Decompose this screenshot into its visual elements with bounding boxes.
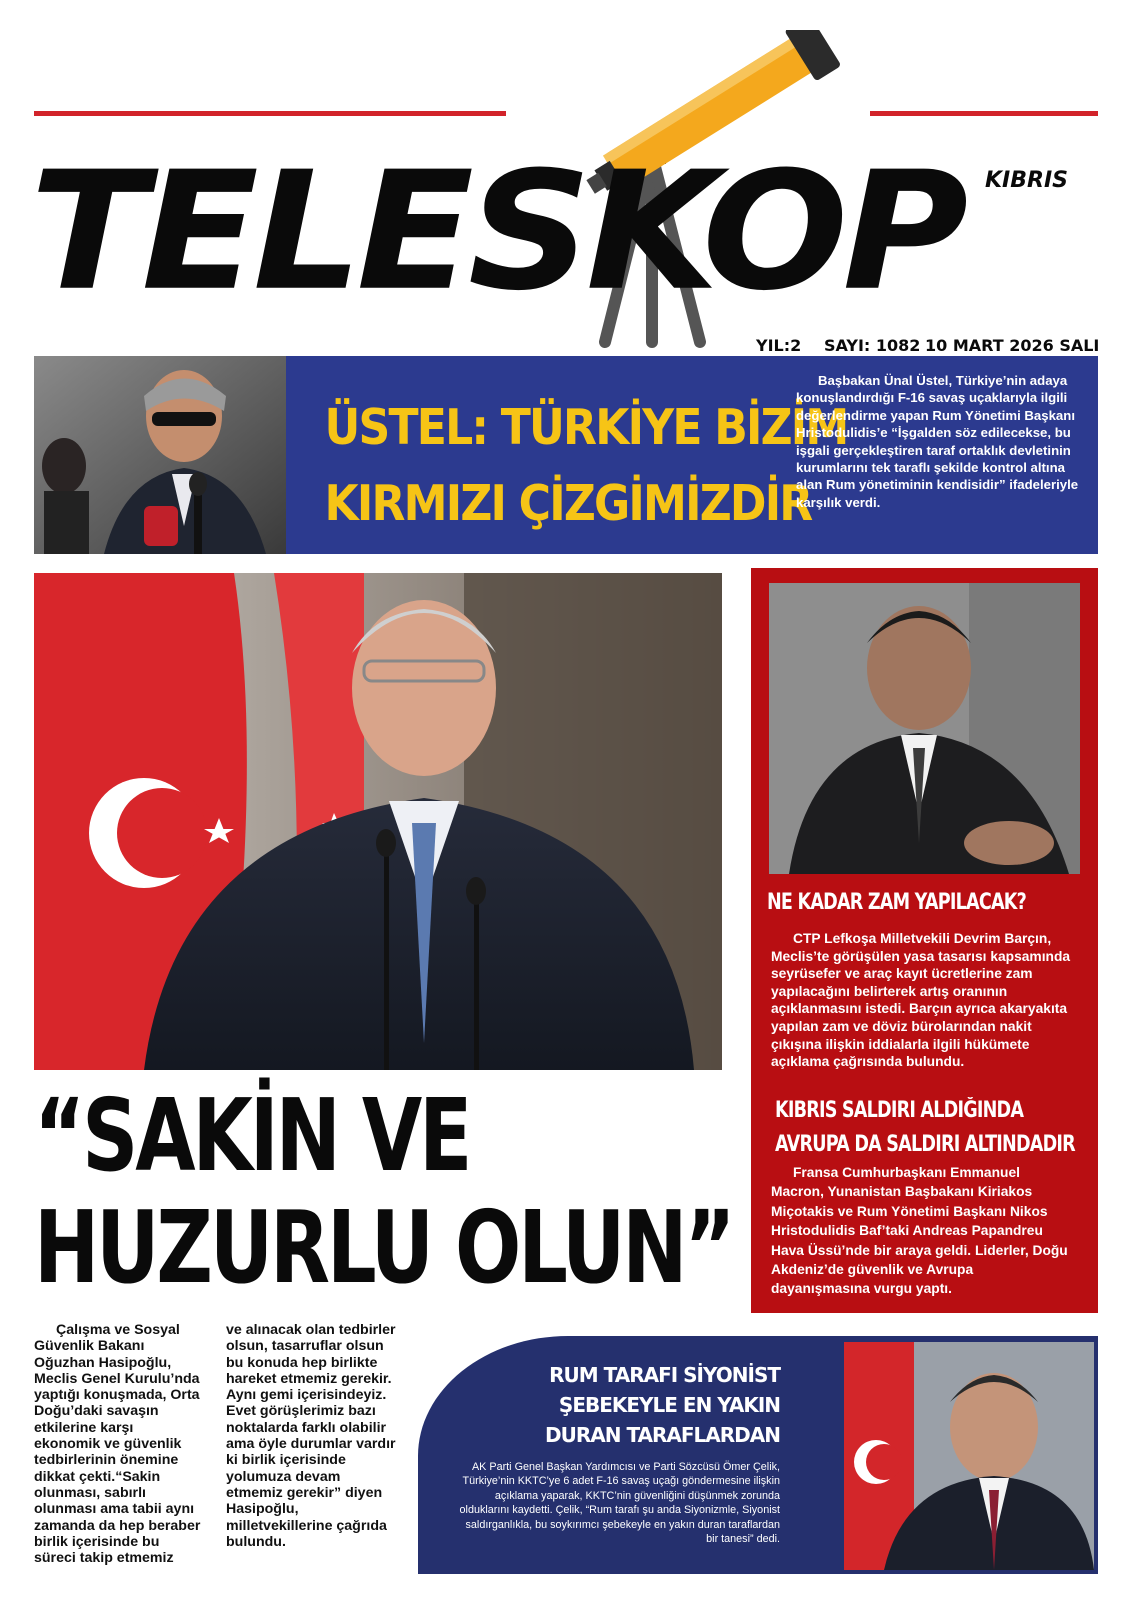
issue-year: YIL:2: [756, 336, 802, 355]
top-story-headline-line2: KIRMIZI ÇİZGİMİZDİR: [324, 475, 812, 532]
side-story-2-headline-line2: AVRUPA DA SALDIRI ALTINDADIR: [775, 1132, 1075, 1157]
masthead-title: TELESKOP: [30, 135, 963, 327]
bottom-story-body: AK Parti Genel Başkan Yardımcısı ve Parti Sözcüsü Ömer Çelik, Türkiye’nin KKTC’ye 6 adet F-16 savaş uçağı göndermesine ilişkin açıklama yaparak, KKTC’nin güvenliğini düşünmek zorunda olduklarını kaydetti. Çelik, “Rum tarafı şu anda Siyonizmle, Siyonist saldırganlıkla, bu soykırımcı şebekeyle en yakın duran taraflardan bir tanesi” dedi.: [459, 1461, 780, 1546]
side-story-1-photo: [769, 583, 1080, 874]
top-story-headline: [324, 390, 848, 542]
main-story-quote-line2: HUZURLU OLUN”: [34, 1189, 733, 1306]
top-story-headline-line1: ÜSTEL: TÜRKİYE BİZİM: [324, 399, 848, 456]
issue-number: SAYI: 1082: [824, 336, 921, 355]
side-story-2-headline-line1: KIBRIS SALDIRI ALDIĞINDA: [775, 1098, 1024, 1123]
side-story-1-headline: NE KADAR ZAM YAPILACAK?: [767, 890, 1027, 915]
top-story-photo: [34, 356, 286, 554]
side-story-2-headline: [775, 1094, 1075, 1162]
bottom-story-headline-line2: ŞEBEKEYLE EN YAKIN: [558, 1393, 780, 1417]
side-story-1-body: CTP Lefkoşa Milletvekili Devrim Barçın, Meclis’te görüşülen yasa tasarısı kapsamında seyrüsefer ve araç kayıt ücretlerine zam yapılacağını belirterek artış oranının açıklanmasını istedi. Barçın ayrıca akaryakıta yapılan zam ve döviz bürolarından nakit çıkışına ilişkin iddialarla ilgili hükümete açıklama çağrısında bulundu.: [771, 931, 1071, 1070]
bottom-story-photo: [844, 1342, 1094, 1570]
main-story-column-1: Çalışma ve Sosyal Güvenlik Bakanı Oğuzhan Hasipoğlu, Meclis Genel Kurulu’nda yaptığı konuşmada, Orta Doğu’daki savaşın etkilerine karşı ekonomik ve güvenlik tedbirlerinin önemine dikkat çekti.“Sakin olunması, sabırlı olunması ama tabii aynı zamanda da hep beraber birlik içerisinde bu süreci takip etmemiz: [34, 1322, 201, 1567]
bottom-story-headline-line3: DURAN TARAFLARDAN: [545, 1423, 780, 1447]
bottom-story-headline: [500, 1360, 780, 1450]
masthead-subtitle: KIBRIS: [985, 168, 1068, 193]
main-story-quote-line1: “SAKİN VE: [34, 1077, 470, 1194]
masthead-rule-left: [34, 111, 506, 116]
top-story-body: Başbakan Ünal Üstel, Türkiye’nin adaya konuşlandırdığı F-16 savaş uçaklarıyla ilgili değerlendirme yapan Rum Yönetimi Başkanı Hristodulidis’e “İşgalden söz edilecekse, bu işgali gerçekleştiren taraf ortaklık devletinin kurumlarını tek taraflı şekilde kontrol altına alan Rum yönetiminin kendisidir” ifadeleriyle karşılık verdi.: [796, 373, 1079, 510]
main-story-photo: [34, 573, 722, 1070]
masthead-rule-right: [870, 111, 1098, 116]
issue-date: 10 MART 2026 SALI: [925, 336, 1100, 355]
side-story-2-body: Fransa Cumhurbaşkanı Emmanuel Macron, Yunanistan Başbakanı Kiriakos Miçotakis ve Rum Yönetimi Başkanı Nikos Hristodulidis Baf’taki Andreas Papandreu Hava Üssü’nde bir araya geldi. Liderler, Doğu Akdeniz’de güvenlik ve Avrupa dayanışmasına vurgu yaptı.: [771, 1165, 1068, 1297]
main-story-column-2: ve alınacak olan tedbirler olsun, tasarruflar olsun bu konuda hep birlikte hareket etmemiz gerekir. Aynı gemi içerisindeyiz. Evet görüşlerimiz bazı noktalarda farklı olabilir ama öyle durumlar vardır ki birlik içerisinde yolumuza devam etmemiz gerekir” diyen Hasipoğlu, milletvekillerine çağrıda bulundu.: [226, 1322, 396, 1550]
bottom-story-headline-line1: RUM TARAFI SİYONİST: [549, 1363, 780, 1387]
